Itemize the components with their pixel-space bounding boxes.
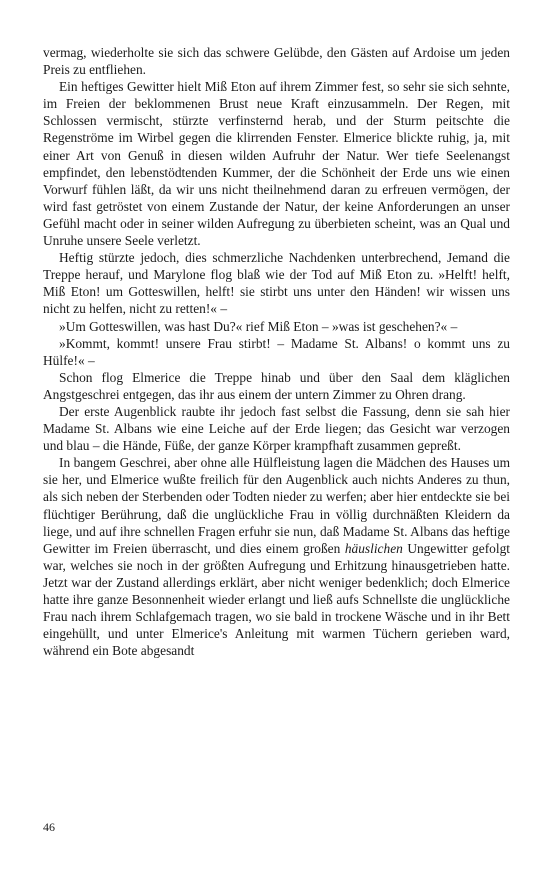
paragraph (43, 78, 510, 249)
paragraph (43, 249, 510, 317)
paragraph (43, 403, 510, 454)
paragraph-text: Schon flog Elmerice die Treppe hinab und über den Saal dem kläglichen Angstgeschrei entgegen, das ihr aus einem der untern Zimmer zu Ohren drang. (43, 369, 510, 402)
paragraph-text: vermag, wiederholte sie sich das schwere Gelübde, den Gästen auf Ardoise um jeden Preis zu entfliehen. (43, 45, 510, 78)
paragraph (43, 335, 510, 369)
paragraph (43, 318, 510, 335)
paragraph-text: »Um Gotteswillen, was hast Du?« rief Miß Eton – »was ist geschehen?« – (59, 318, 458, 334)
paragraph-text: In bangem Geschrei, aber ohne alle Hülfleistung lagen die Mädchen des Hauses um sie her, und Elmerice wußte freilich für den Augenblick auch nichts Anderes zu thun, als sich neben der Sterbenden oder Todten nieder zu werfen; aber hier entdeckte sie bei flüchtiger Berührung, daß die unglückliche Frau in völlig durchnäßten Kleidern da liege, und auf ihre schnellen Fragen erfuhr sie nun, daß Madame St. Albans das heftige Gewitter im Freien überrascht, und dies einem großen (43, 455, 510, 556)
paragraph (43, 44, 510, 78)
page-body (43, 44, 510, 659)
paragraph-text: Ein heftiges Gewitter hielt Miß Eton auf ihrem Zimmer fest, so sehr sie sich sehnte, im Freien der beklommenen Brust neue Kraft einzusammeln. Der Regen, mit Schlossen vermischt, stürzte verfinsternd herab, und der Sturm peitschte die Regenströme im Wirbel gegen die klirrenden Fenster. Elmerice blickte ruhig, ja, mit einer Art von Genuß in diesen wilden Aufruhr der Natur. Wer tiefe Seelenangst empfindet, den lebenstödtenden Kummer, der die Schönheit der Erde uns wie einen Vorwurf fühlen läßt, da wir uns nicht theilnehmend daran zu erfreuen vermögen, der wird fast getröstet von einem Zustande der Natur, der keine Anforderungen an unser Gefühl macht oder in seiner wilden Aufregung zu überbieten scheint, was an Qual und Unruhe unsere Seele verletzt. (43, 79, 510, 249)
emphasized-word: häuslichen (344, 540, 403, 556)
paragraph-text: Heftig stürzte jedoch, dies schmerzliche Nachdenken unterbrechend, Jemand die Treppe herauf, und Marylone flog blaß wie der Tod auf Miß Eton zu. »Helft! helft, Miß Eton! um Gotteswillen, helft! sie stirbt uns unter den Händen! wir wissen uns nicht zu helfen, nicht zu retten!« – (43, 250, 510, 317)
paragraph-text: Der erste Augenblick raubte ihr jedoch fast selbst die Fassung, denn sie sah hier Madame St. Albans wie eine Leiche auf der Erde liegen; das Gesicht war verzogen und blau – die Hände, Füße, der ganze Körper krampfhaft zusammen gepreßt. (43, 403, 510, 454)
page-number: 46 (43, 820, 55, 834)
paragraph (43, 454, 510, 659)
paragraph (43, 369, 510, 403)
paragraph-text: »Kommt, kommt! unsere Frau stirbt! – Madame St. Albans! o kommt uns zu Hülfe!« – (43, 335, 510, 368)
paragraph-text: Ungewitter gefolgt war, welches sie noch in der größten Aufregung und Erhitzung hinausgetrieben hatte. Jetzt war der Zustand allerdings erklärt, aber nicht weniger bedenklich; doch Elmerice hatte ihre ganze Besonnenheit wieder erlangt und ließ aufs Schnellste die unglückliche Frau nach ihrem Schlafgemach tragen, wo sie bald in trockene Wäsche und in ihr Bett eingehüllt, und unter Elmerice's Anleitung mit warmen Tüchern gerieben ward, während ein Bote abgesandt (43, 540, 510, 659)
